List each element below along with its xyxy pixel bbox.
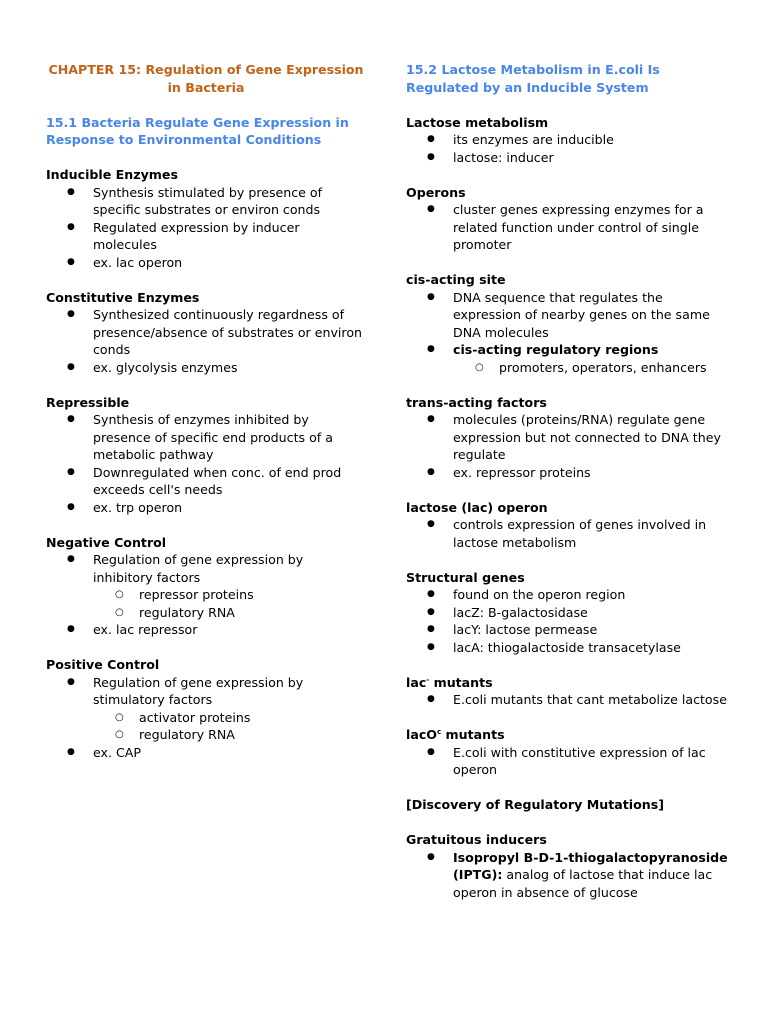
lactose-metabolism-block bbox=[406, 114, 731, 167]
sub-bullet-item: ○ activator proteins bbox=[93, 709, 366, 727]
section-heading bbox=[406, 674, 731, 692]
left-column bbox=[46, 61, 366, 779]
structural-genes-block bbox=[406, 569, 731, 657]
bullet-item bbox=[46, 674, 366, 744]
discovery-block bbox=[406, 796, 731, 814]
bullet-list bbox=[46, 306, 366, 376]
inducible-enzymes-block bbox=[46, 166, 366, 271]
bullet-item: ● lacA: thiogalactoside transacetylase bbox=[406, 639, 731, 657]
repressible-block bbox=[46, 394, 366, 517]
section-heading: [Discovery of Regulatory Mutations] bbox=[406, 797, 664, 812]
heading-text-rest: mutants bbox=[441, 727, 505, 742]
bullet-item: ● lacZ: B-galactosidase bbox=[406, 604, 731, 622]
positive-control-block bbox=[46, 656, 366, 761]
bullet-item: ● Synthesized continuously regardness of presence/absence of substrates or environ conds bbox=[46, 306, 366, 359]
gratuitous-inducers-block bbox=[406, 831, 731, 901]
bullet-list bbox=[406, 586, 731, 656]
bullet-item: ● lactose: inducer bbox=[406, 149, 731, 167]
bullet-list bbox=[406, 744, 731, 779]
operons-block bbox=[406, 184, 731, 254]
section-heading: Operons bbox=[406, 184, 466, 200]
section-heading: Structural genes bbox=[406, 569, 525, 585]
superscript: - bbox=[426, 675, 430, 684]
lac-operon-block bbox=[406, 499, 731, 552]
bullet-item: ● ex. glycolysis enzymes bbox=[46, 359, 366, 377]
bullet-item bbox=[406, 849, 731, 902]
bullet-text: Regulation of gene expression by inhibitory factors bbox=[93, 552, 304, 585]
bullet-item: ● DNA sequence that regulates the expression of nearby genes on the same DNA molecules bbox=[406, 289, 731, 342]
bullet-item: ● Synthesis of enzymes inhibited by presence of specific end products of a metabolic pathway bbox=[46, 411, 366, 464]
bullet-item: ● ex. CAP bbox=[46, 744, 366, 762]
bullet-item: ● Downregulated when conc. of end prod exceeds cell's needs bbox=[46, 464, 366, 499]
section-heading: trans-acting factors bbox=[406, 394, 547, 410]
bullet-item: ● ex. repressor proteins bbox=[406, 464, 731, 482]
bullet-item bbox=[46, 551, 366, 621]
sub-bullet-list bbox=[93, 586, 366, 621]
bullet-list bbox=[406, 289, 731, 377]
section-heading: lactose (lac) operon bbox=[406, 499, 548, 515]
bullet-item: ● molecules (proteins/RNA) regulate gene expression but not connected to DNA they regulate bbox=[406, 411, 731, 464]
superscript: c bbox=[437, 727, 442, 736]
bullet-item bbox=[406, 341, 731, 376]
bullet-list bbox=[46, 551, 366, 639]
bullet-item: ● ex. lac operon bbox=[46, 254, 366, 272]
bullet-list bbox=[406, 131, 731, 166]
section-title-15-2: 15.2 Lactose Metabolism in E.coli Is Regulated by an Inducible System bbox=[406, 62, 660, 95]
section-heading: Constitutive Enzymes bbox=[46, 289, 200, 305]
heading-text-rest: mutants bbox=[429, 674, 493, 690]
section-heading: Inducible Enzymes bbox=[46, 167, 178, 182]
bullet-list bbox=[406, 849, 731, 902]
section-heading: Gratuitous inducers bbox=[406, 832, 547, 847]
section-heading: Positive Control bbox=[46, 657, 160, 672]
bullet-list bbox=[46, 184, 366, 272]
section-heading: Negative Control bbox=[46, 534, 167, 550]
section-heading: Repressible bbox=[46, 394, 130, 410]
bullet-text: Regulation of gene expression by stimulatory factors bbox=[93, 674, 304, 707]
chapter-title: CHAPTER 15: Regulation of Gene Expression in Bacteria bbox=[48, 62, 364, 95]
bullet-item: ● E.coli mutants that cant metabolize lactose bbox=[406, 691, 731, 709]
bullet-item: ● ex. trp operon bbox=[46, 499, 366, 517]
sub-bullet-list bbox=[453, 359, 731, 377]
section-heading: cis-acting site bbox=[406, 272, 506, 287]
heading-text: lacO bbox=[406, 727, 437, 742]
bullet-item: ● cluster genes expressing enzymes for a related function under control of single promoter bbox=[406, 201, 731, 254]
bullet-item: ● E.coli with constitutive expression of lac operon bbox=[406, 744, 731, 779]
bullet-item: ● ex. lac repressor bbox=[46, 621, 366, 639]
section-heading bbox=[406, 726, 731, 744]
sub-bullet-item: ○ promoters, operators, enhancers bbox=[453, 359, 731, 377]
bullet-list bbox=[46, 674, 366, 762]
heading-text: lac bbox=[406, 674, 427, 690]
sub-bullet-list bbox=[93, 709, 366, 744]
bullet-text: analog of lactose that induce lac operon in absence of glucose bbox=[453, 867, 713, 900]
bullet-text: cis-acting regulatory regions bbox=[453, 342, 659, 357]
sub-bullet-item: ○ regulatory RNA bbox=[93, 726, 366, 744]
section-heading: Lactose metabolism bbox=[406, 114, 549, 130]
bullet-list bbox=[406, 691, 731, 709]
bullet-item: ● found on the operon region bbox=[406, 586, 731, 604]
bullet-item: ● Synthesis stimulated by presence of specific substrates or environ conds bbox=[46, 184, 366, 219]
trans-acting-block bbox=[406, 394, 731, 482]
bullet-list bbox=[46, 411, 366, 516]
cis-acting-block bbox=[406, 271, 731, 376]
sub-bullet-item: ○ regulatory RNA bbox=[93, 604, 366, 622]
bullet-item: ● controls expression of genes involved in lactose metabolism bbox=[406, 516, 731, 551]
bullet-item: ● lacY: lactose permease bbox=[406, 621, 731, 639]
bullet-item: ● Regulated expression by inducer molecules bbox=[46, 219, 366, 254]
laco-c-mutants-block bbox=[406, 726, 731, 779]
section-title-15-1: 15.1 Bacteria Regulate Gene Expression in Response to Environmental Conditions bbox=[46, 114, 349, 147]
bullet-item: ● its enzymes are inducible bbox=[406, 131, 731, 149]
bullet-list bbox=[406, 411, 731, 481]
negative-control-block bbox=[46, 534, 366, 639]
right-column bbox=[406, 61, 731, 919]
constitutive-enzymes-block bbox=[46, 289, 366, 377]
bullet-text-bold: Isopropyl B-D-1-thiogalactopyranoside (IPTG): bbox=[453, 849, 728, 882]
lac-minus-mutants-block bbox=[406, 674, 731, 709]
bullet-list bbox=[406, 516, 731, 551]
bullet-list bbox=[406, 201, 731, 254]
sub-bullet-item: ○ repressor proteins bbox=[93, 586, 366, 604]
